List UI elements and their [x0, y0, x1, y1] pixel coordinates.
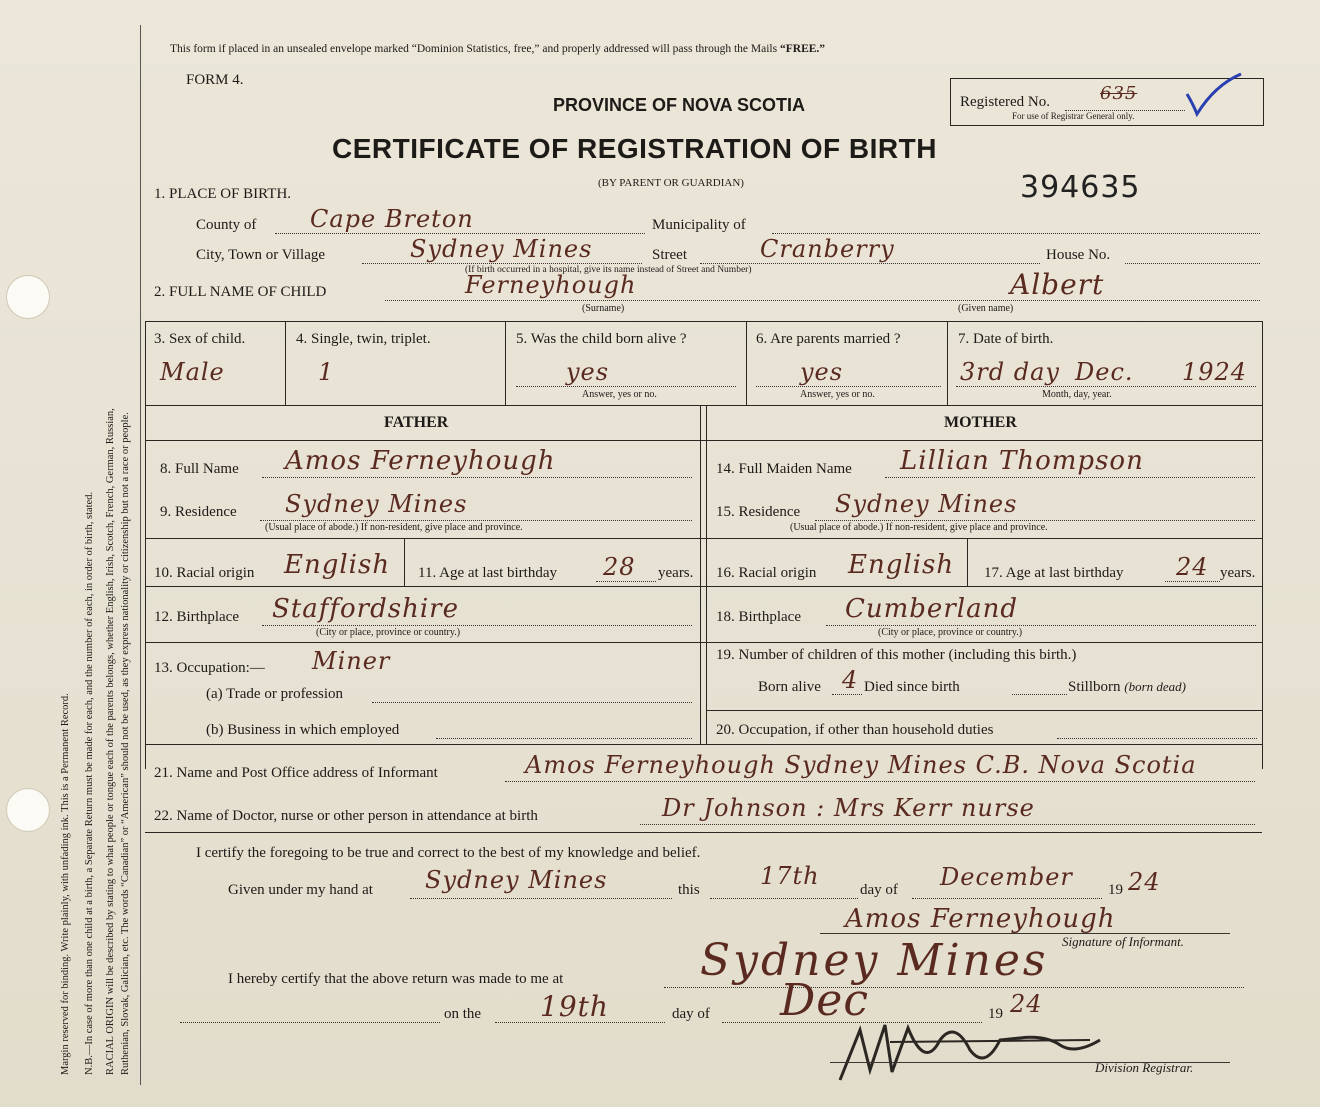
- birth-date-note: Month, day, year.: [1042, 389, 1112, 400]
- municipality-label: Municipality of: [652, 217, 746, 233]
- father-residence-note: (Usual place of abode.) If non-resident, give place and province.: [265, 522, 523, 533]
- street-label: Street: [652, 247, 687, 263]
- mail-notice: This form if placed in an unsealed envelope marked “Dominion Statistics, free,” and properly addressed will pass through the Mails “FREE.”: [170, 43, 826, 55]
- father-race-label: 10. Racial origin: [154, 565, 255, 581]
- registrar-year-prefix: 19: [988, 1006, 1003, 1022]
- given-month: December: [940, 863, 1073, 891]
- informant-signature-label: Signature of Informant.: [1062, 934, 1184, 949]
- side-note-3: RACIAL ORIGIN will be described by stating to what people or tongue each of the parents belongs, whether English, Irish, Scotch, French, German, Russian,: [105, 408, 116, 1075]
- registrar-day: 19th: [540, 990, 609, 1023]
- mother-heading: MOTHER: [944, 414, 1017, 431]
- given-under-label: Given under my hand at: [228, 882, 373, 898]
- born-alive-label: 5. Was the child born alive ?: [516, 331, 687, 347]
- registrar-month: Dec: [780, 975, 869, 1026]
- mother-name: Lillian Thompson: [900, 446, 1144, 476]
- given-day-label: day of: [860, 882, 898, 898]
- children-count-label: 19. Number of children of this mother (including this birth.): [716, 647, 1077, 663]
- married-value: yes: [800, 358, 844, 386]
- registered-number: 635: [1100, 83, 1138, 104]
- father-residence: Sydney Mines: [285, 490, 468, 518]
- mother-age: 24: [1176, 553, 1209, 581]
- check-mark-icon: [1185, 70, 1245, 120]
- father-name: Amos Ferneyhough: [285, 446, 556, 476]
- informant-label: 21. Name and Post Office address of Informant: [154, 765, 438, 781]
- side-note-2: N.B.—In case of more than one child at a birth, a Separate Return must be made for each, and the number of each, in order of birth, stated.: [84, 491, 95, 1075]
- side-note-4: Ruthenian, Slovak, Galician, etc. The words “Canadian” or “American” should not be used, as they express nationality or citizenship but not a race or people.: [120, 412, 131, 1075]
- informant-value: Amos Ferneyhough Sydney Mines C.B. Nova Scotia: [525, 751, 1197, 779]
- given-place: Sydney Mines: [425, 866, 608, 894]
- born-alive-count-label: Born alive: [758, 679, 821, 695]
- place-label: 1. PLACE OF BIRTH.: [154, 186, 292, 202]
- father-heading: FATHER: [384, 414, 449, 431]
- side-note-1: Margin reserved for binding. Write plainly, with unfading ink. This is a Permanent Record.: [60, 693, 71, 1075]
- registrar-day-label: day of: [672, 1006, 710, 1022]
- died-since-birth-label: Died since birth: [864, 679, 960, 695]
- mother-residence: Sydney Mines: [835, 490, 1018, 518]
- plurality-value: 1: [318, 358, 335, 386]
- county-value: Cape Breton: [310, 205, 474, 233]
- married-label: 6. Are parents married ?: [756, 331, 901, 347]
- father-age-label: 11. Age at last birthday: [418, 565, 557, 581]
- father-birthplace: Staffordshire: [272, 594, 459, 624]
- trade-label: (a) Trade or profession: [206, 686, 344, 702]
- mother-residence-label: 15. Residence: [716, 504, 801, 520]
- form-number: FORM 4.: [186, 72, 244, 88]
- child-given-name: Albert: [1010, 268, 1105, 301]
- father-name-label: 8. Full Name: [160, 461, 239, 477]
- mother-birthplace: Cumberland: [845, 594, 1018, 624]
- child-surname: Ferneyhough: [465, 271, 637, 299]
- doctor-label: 22. Name of Doctor, nurse or other person in attendance at birth: [154, 808, 538, 824]
- father-occupation-label: 13. Occupation:—: [154, 660, 265, 676]
- registered-label: Registered No.: [960, 94, 1050, 110]
- registration-stamp: 394635: [1020, 170, 1141, 205]
- city-value: Sydney Mines: [410, 235, 593, 263]
- province-heading: PROVINCE OF NOVA SCOTIA: [553, 95, 806, 115]
- registrar-place: Sydney Mines: [700, 935, 1049, 986]
- birth-month: Dec.: [1075, 358, 1134, 386]
- father-race: English: [284, 550, 391, 580]
- county-label: County of: [196, 217, 257, 233]
- stillborn-label: Stillborn (born dead): [1068, 679, 1187, 695]
- surname-note: (Surname): [582, 303, 625, 314]
- free-label: “FREE.”: [779, 43, 826, 55]
- mother-race-label: 16. Racial origin: [716, 565, 817, 581]
- binding-hole-bottom: [6, 788, 50, 832]
- certificate-title: CERTIFICATE OF REGISTRATION OF BIRTH: [332, 133, 937, 164]
- mother-residence-note: (Usual place of abode.) If non-resident, give place and province.: [790, 522, 1048, 533]
- registrar-year: 24: [1010, 990, 1043, 1018]
- father-occupation: Miner: [312, 647, 391, 675]
- registrar-signature-label: Division Registrar.: [1095, 1060, 1194, 1075]
- birth-year: 1924: [1182, 358, 1248, 386]
- given-year-prefix: 19: [1108, 882, 1123, 898]
- this-label: this: [678, 882, 700, 898]
- father-age: 28: [603, 553, 636, 581]
- father-birthplace-note: (City or place, province or country.): [316, 627, 461, 638]
- mother-occupation-label: 20. Occupation, if other than household duties: [716, 722, 994, 738]
- street-value: Cranberry: [760, 235, 895, 263]
- child-name-label: 2. FULL NAME OF CHILD: [154, 284, 327, 300]
- birth-date-label: 7. Date of birth.: [958, 331, 1054, 347]
- mother-race: English: [848, 550, 955, 580]
- business-label: (b) Business in which employed: [206, 722, 400, 738]
- father-birthplace-label: 12. Birthplace: [154, 609, 239, 625]
- doctor-value: Dr Johnson : Mrs Kerr nurse: [662, 794, 1035, 822]
- certificate-subtitle: (BY PARENT OR GUARDIAN): [598, 177, 744, 189]
- father-residence-label: 9. Residence: [160, 504, 237, 520]
- binding-hole-top: [6, 275, 50, 319]
- registrar-statement: I hereby certify that the above return was made to me at: [228, 971, 564, 987]
- mother-birthplace-label: 18. Birthplace: [716, 609, 801, 625]
- mother-age-label: 17. Age at last birthday: [984, 565, 1124, 581]
- sex-label: 3. Sex of child.: [154, 331, 246, 347]
- plurality-label: 4. Single, twin, triplet.: [296, 331, 431, 347]
- sex-value: Male: [160, 358, 225, 386]
- mother-name-label: 14. Full Maiden Name: [716, 461, 852, 477]
- house-label: House No.: [1046, 247, 1111, 263]
- city-label: City, Town or Village: [196, 247, 326, 263]
- born-alive-count: 4: [842, 666, 859, 694]
- father-years-label: years.: [658, 565, 694, 581]
- informant-signature: Amos Ferneyhough: [845, 904, 1116, 934]
- born-alive-note: Answer, yes or no.: [582, 389, 657, 400]
- married-note: Answer, yes or no.: [800, 389, 875, 400]
- hospital-note: (If birth occurred in a hospital, give its name instead of Street and Number): [465, 265, 752, 275]
- birth-day: 3rd day: [960, 358, 1060, 386]
- given-name-note: (Given name): [958, 303, 1014, 314]
- born-alive-value: yes: [566, 358, 610, 386]
- mother-birthplace-note: (City or place, province or country.): [878, 627, 1023, 638]
- registrar-on-label: on the: [444, 1006, 482, 1022]
- given-day: 17th: [760, 862, 820, 890]
- certify-statement: I certify the foregoing to be true and correct to the best of my knowledge and belief.: [196, 845, 701, 861]
- given-year: 24: [1128, 868, 1161, 896]
- registrar-signature: [830, 1010, 1110, 1090]
- mother-years-label: years.: [1220, 565, 1256, 581]
- registered-note: For use of Registrar General only.: [1012, 111, 1135, 121]
